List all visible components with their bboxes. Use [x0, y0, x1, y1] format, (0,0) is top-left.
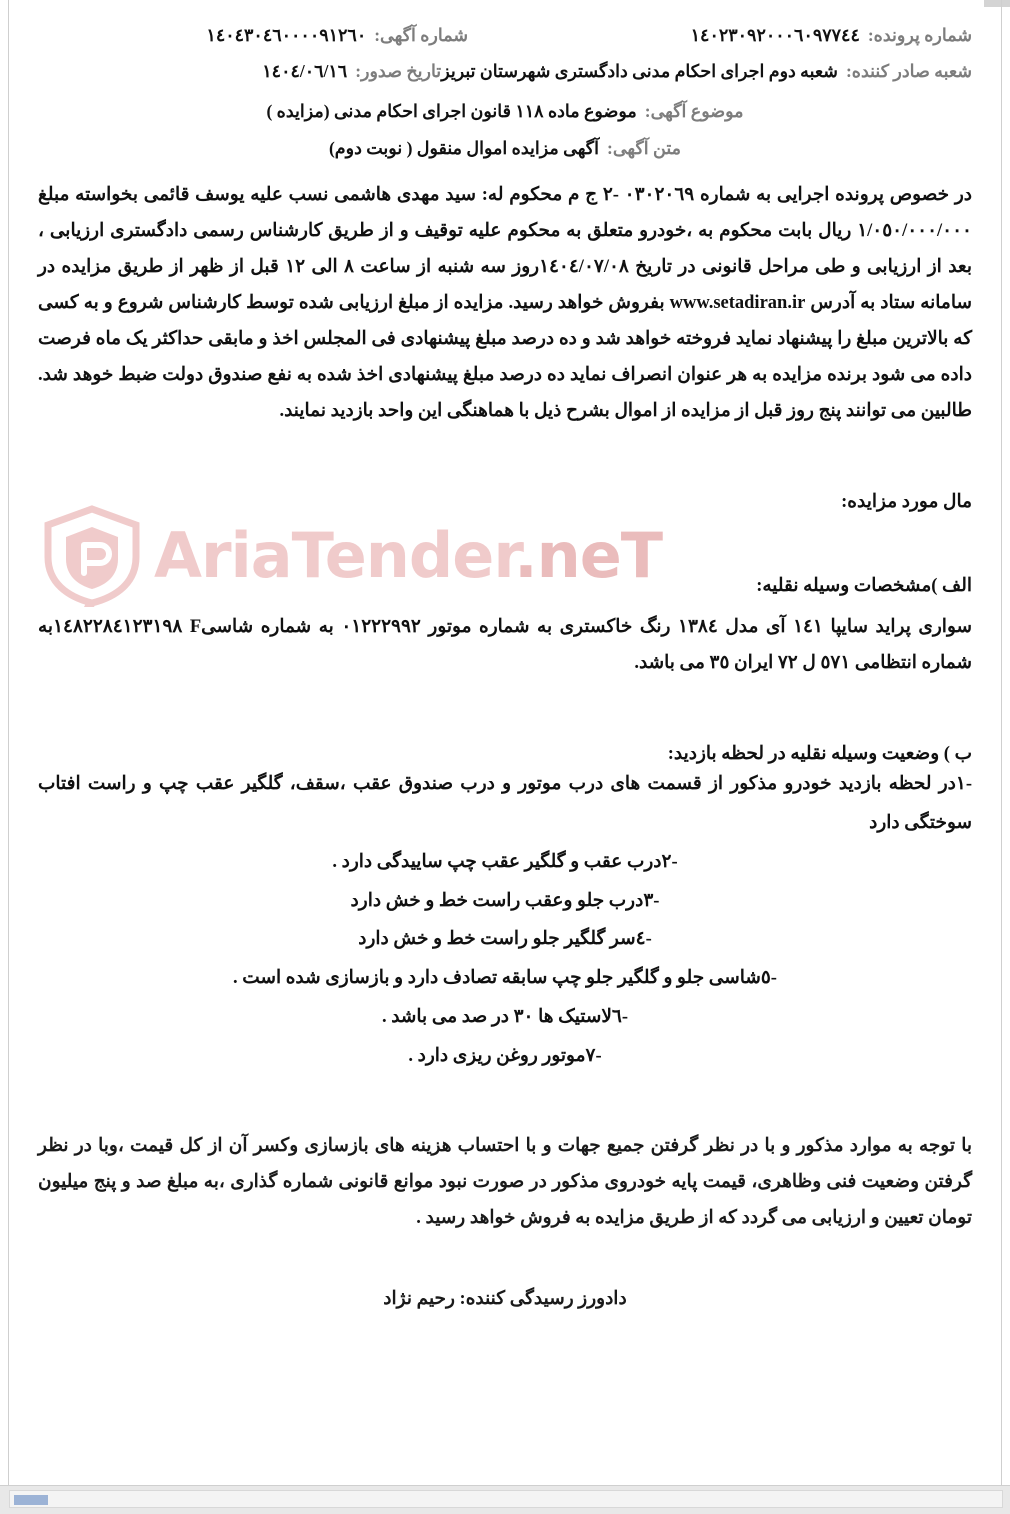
- case-number-value: ١٤٠٢٣٠٩٢٠٠٠٦٠٩٧٧٤٤: [690, 25, 860, 45]
- watermark-text-primary: AriaTender: [154, 518, 515, 592]
- issue-date-value: ١٤٠٤/٠٦/١٦: [262, 61, 348, 82]
- main-paragraph-part1: در خصوص پرونده اجرایی به شماره ٠٣٠٢٠٦٩ -٢ ج م محکوم له: سید مهدی هاشمی نسب علیه یوسف قائمی بخواسته مبلغ ١/٠٥٠/٠٠٠/٠٠٠ ریال بابت محکوم به ،خودرو متعلق به محکوم علیه توقیف و از طریق کارشناس رسمی دادگستری ارزیابی ، بعد از ارزیابی و طی مراحل قانونی در تاریخ ١٤٠٤/٠٧/٠٨روز سه شنبه از ساعت ٨ الی ١٢ قبل از ظهر از طریق مزایده در سامانه ستاد به آدرس: [38, 184, 972, 313]
- issue-date-label: تاریخ صدور:: [355, 61, 442, 82]
- document-content: [38, 22, 972, 1310]
- subject-value: موضوع ماده ١١٨ قانون اجرای احکام مدنی (مزایده ): [266, 100, 637, 121]
- condition-title: ب ) وضعیت وسیله نقلیه در لحظه بازدید:: [667, 744, 972, 765]
- list-item: -٤سر گلگیر جلو راست خط و خش دارد: [358, 929, 652, 950]
- vehicle-spec-text: سواری پراید سایپا ١٤١ آی مدل ١٣٨٤ رنگ خاکستری به شماره موتور ٠١٢٢٢٩٩٢ به شماره شاسیF ١٤٨٢٢٨٤١٢٣١٩٨به شماره انتظامی ٥٧١ ل ٧٢ ایران ٣٥ می باشد.: [38, 616, 973, 673]
- issuing-branch-label: شعبه صادر کننده:: [845, 61, 972, 82]
- list-item: -٧موتور روغن ریزی دارد .: [408, 1045, 602, 1066]
- list-item: -٦لاستیک ها ٣٠ در صد می باشد .: [381, 1007, 629, 1028]
- subject-label: موضوع آگهی:: [644, 100, 744, 121]
- watermark-text-secondary: .neT: [514, 518, 663, 592]
- list-item: -١در لحظه بازدید خودرو مذکور از قسمت های درب موتور و درب صندوق عقب ،سقف، گلگیر عقب چپ و راست افتاب سوختگی دارد: [38, 774, 972, 833]
- list-item: -٢درب عقب و گلگیر عقب چپ ساییدگی دارد .: [332, 851, 678, 872]
- issue-date-field: [38, 58, 441, 84]
- page-corner-mark: [984, 0, 1010, 7]
- ad-number-label: شماره آگهی:: [374, 25, 468, 45]
- list-item: -٣درب جلو وعقب راست خط و خش دارد: [350, 890, 660, 911]
- property-title: مال مورد مزایده:: [841, 491, 972, 512]
- header-row-ad: [38, 22, 972, 48]
- ad-number-value: ١٤٠٤٣٠٤٦٠٠٠٠٩١٢٦٠: [206, 25, 367, 45]
- issuing-branch-value: شعبه دوم اجرای احکام مدنی دادگستری شهرستان تبریز: [441, 61, 838, 82]
- vehicle-spec-title: الف )مشخصات وسیله نقلیه:: [756, 575, 972, 596]
- ad-text-field: [38, 138, 972, 159]
- list-item: -٥شاسی جلو و گلگیر جلو چپ سابقه تصادف دارد و بازسازی شده است .: [233, 968, 777, 989]
- ad-text-label: متن آگهی:: [607, 137, 682, 158]
- page-bottom-accent: [14, 1495, 48, 1505]
- page-top-edge: [0, 0, 1010, 6]
- main-paragraph: [38, 177, 972, 429]
- page-bottom-bar: [0, 1485, 1010, 1514]
- header-row-date: [38, 58, 972, 84]
- page-border-left: [8, 0, 9, 1514]
- case-number-label: شماره پرونده:: [867, 25, 972, 45]
- page-bottom-inner: [9, 1490, 1003, 1508]
- page-border-right: [1001, 0, 1002, 1514]
- main-paragraph-part2: بفروش خواهد رسید. مزایده از مبلغ ارزیابی شده توسط کارشناس شروع و به کسی که بالاترین مبلغ را پیشنهاد نماید فروخته خواهد شد و ده درصد مبلغ پیشنهادی فی المجلس اخذ و مابقی حداکثر یک ماه فرصت داده می شود برنده مزایده به هر عنوان انصراف نماید ده درصد مبلغ پیشنهادی اخذ شده به نفع صندوق دولت ضبط خوهد شد. طالبین می توانند پنج روز قبل از مزایده از اموال بشرح ذیل با هماهنگی این واحد بازدید نمایند.: [38, 292, 972, 421]
- setad-url[interactable]: www.setadiran.ir: [669, 292, 806, 313]
- ad-number-field: [38, 22, 468, 48]
- closing-paragraph: با توجه به موارد مذکور و با در نظر گرفتن جمیع جهات و با احتساب هزینه های بازسازی وکسر آن از کل قیمت ،وبا در نظر گرفتن وضعیت فنی وظاهری، قیمت پایه خودروی مذکور در صورت نبود موانع قانونی شماره گذاری ،به مبلغ صد و پنج میلیون تومان تعیین و ارزیابی می گردد که از طریق مزایده به فروش خواهد رسید .: [38, 1135, 972, 1228]
- condition-list: [38, 765, 972, 1076]
- issuing-branch-field: [441, 58, 972, 84]
- case-number-field: [691, 22, 972, 48]
- subject-field: [38, 101, 972, 122]
- signature-line: دادورز رسیدگی کننده: رحیم نژاد: [383, 1289, 627, 1309]
- ad-text-value: آگهی مزایده اموال منقول ( نوبت دوم): [328, 137, 599, 158]
